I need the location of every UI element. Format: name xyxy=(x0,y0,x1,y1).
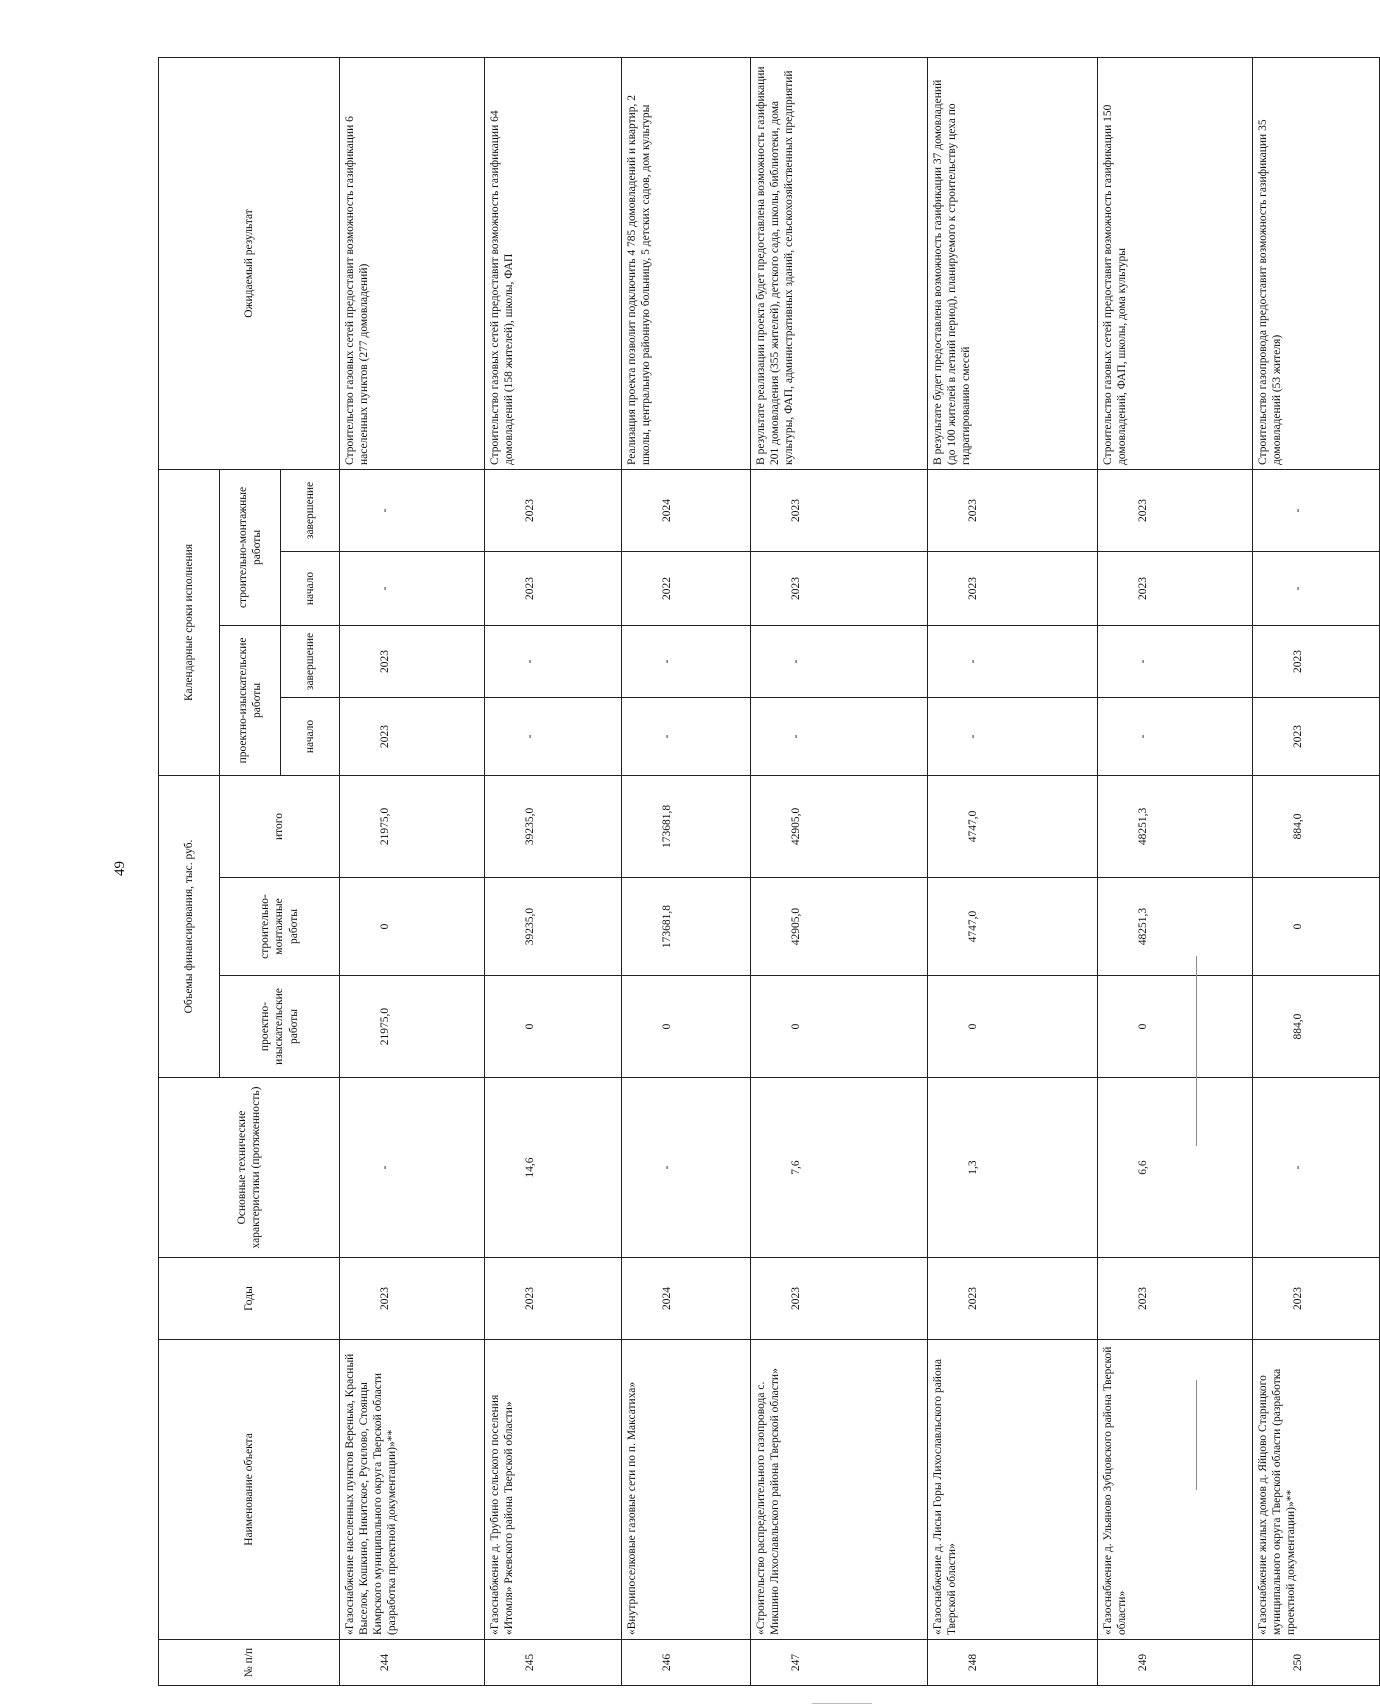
header-name: Наименование объекта xyxy=(159,1340,340,1640)
header-fin-design: проектно-изыскательские работы xyxy=(220,976,340,1078)
header-fin-total: итого xyxy=(220,775,340,877)
header-financing: Объемы финансирования, тыс. руб. xyxy=(159,775,220,1077)
cell-pir-end: 2023 xyxy=(1253,625,1380,697)
cell-fin-construction: 42905,0 xyxy=(751,878,928,976)
cell-smr-end: - xyxy=(1253,469,1380,551)
header-tech: Основные технические характеристики (протяженность) xyxy=(159,1078,340,1258)
cell-fin-design: 0 xyxy=(928,976,1098,1078)
cell-fin-total: 42905,0 xyxy=(751,775,928,877)
table-row xyxy=(485,57,622,1685)
cell-smr-start: - xyxy=(1253,551,1380,625)
cell-name: «Газоснабжение жилых домов д. Яйцово Старицкого муниципального округа Тверской области (разработка проектной документации)»** xyxy=(1253,1340,1380,1640)
cell-fin-design: 884,0 xyxy=(1253,976,1380,1078)
cell-smr-end: 2024 xyxy=(622,469,751,551)
cell-pir-end: - xyxy=(622,625,751,697)
table-row xyxy=(1098,57,1253,1685)
cell-smr-start: 2022 xyxy=(622,551,751,625)
table-row xyxy=(1253,57,1380,1685)
cell-pir-end: 2023 xyxy=(340,625,485,697)
cell-years: 2024 xyxy=(622,1258,751,1340)
table-row xyxy=(622,57,751,1685)
page-number: 49 xyxy=(112,861,128,876)
header-num: № п/п xyxy=(159,1640,340,1686)
cell-num: 249 xyxy=(1098,1640,1253,1686)
cell-fin-total: 173681,8 xyxy=(622,775,751,877)
cell-fin-design: 0 xyxy=(485,976,622,1078)
cell-name: «Внутрипоселковые газовые сети по п. Максатиха» xyxy=(622,1340,751,1640)
cell-fin-total: 48251,3 xyxy=(1098,775,1253,877)
cell-name: «Газоснабжение д. Ульяново Зубцовского района Тверской области» xyxy=(1098,1340,1253,1640)
table-row xyxy=(928,57,1098,1685)
cell-years: 2023 xyxy=(340,1258,485,1340)
cell-fin-total: 884,0 xyxy=(1253,775,1380,877)
cell-fin-total: 21975,0 xyxy=(340,775,485,877)
scan-edge-mark xyxy=(812,1703,872,1704)
cell-num: 245 xyxy=(485,1640,622,1686)
cell-pir-start: - xyxy=(751,697,928,775)
cell-fin-design: 0 xyxy=(751,976,928,1078)
cell-result: Строительство газовых сетей предоставит возможность газификации 6 населенных пунктов (277 домовладений) xyxy=(340,57,485,469)
cell-fin-design: 21975,0 xyxy=(340,976,485,1078)
cell-pir-end: - xyxy=(928,625,1098,697)
cell-fin-construction: 4747,0 xyxy=(928,878,1098,976)
cell-name: «Газоснабжение д. Трубино сельского поселения «Итомля» Ржевского района Тверской области» xyxy=(485,1340,622,1640)
cell-result: В результате реализации проекта будет предоставлена возможность газификации 201 домовладения (355 жителей), детского сада, школы, библиотеки, дома культуры, ФАП, административных зданий, сельскохозяйственных предприятий xyxy=(751,57,928,469)
cell-fin-total: 39235,0 xyxy=(485,775,622,877)
cell-pir-end: - xyxy=(1098,625,1253,697)
cell-smr-start: 2023 xyxy=(1098,551,1253,625)
cell-pir-start: 2023 xyxy=(340,697,485,775)
scan-edge-mark xyxy=(1196,956,1197,1146)
cell-smr-end: 2023 xyxy=(485,469,622,551)
cell-fin-construction: 0 xyxy=(1253,878,1380,976)
cell-smr-start: 2023 xyxy=(485,551,622,625)
cell-tech: - xyxy=(1253,1078,1380,1258)
cell-fin-construction: 48251,3 xyxy=(1098,878,1253,976)
cell-fin-total: 4747,0 xyxy=(928,775,1098,877)
cell-num: 247 xyxy=(751,1640,928,1686)
header-pir-start: начало xyxy=(281,697,340,775)
cell-num: 250 xyxy=(1253,1640,1380,1686)
header-cal-construction: строительно-монтажные работы xyxy=(220,469,281,625)
cell-fin-design: 0 xyxy=(1098,976,1253,1078)
cell-fin-construction: 173681,8 xyxy=(622,878,751,976)
table-row xyxy=(751,57,928,1685)
cell-smr-end: 2023 xyxy=(928,469,1098,551)
cell-result: Строительство газовых сетей предоставит возможность газификации 150 домовладений, ФАП, школы, дома культуры xyxy=(1098,57,1253,469)
cell-tech: - xyxy=(340,1078,485,1258)
scan-edge-mark xyxy=(1196,1380,1197,1490)
cell-smr-start: 2023 xyxy=(751,551,928,625)
cell-smr-end: 2023 xyxy=(1098,469,1253,551)
cell-result: Строительство газовых сетей предоставит возможность газификации 64 домовладений (158 жителей), школы, ФАП xyxy=(485,57,622,469)
cell-pir-start: - xyxy=(1098,697,1253,775)
cell-smr-start: - xyxy=(340,551,485,625)
header-smr-end: завершение xyxy=(281,469,340,551)
cell-years: 2023 xyxy=(1253,1258,1380,1340)
cell-pir-end: - xyxy=(485,625,622,697)
header-years: Годы xyxy=(159,1258,340,1340)
cell-result: В результате будет предоставлена возможность газификации 37 домовладений (до 100 жителей в летний период), планируемого к строительству цеха по гидратированию смесей xyxy=(928,57,1098,469)
cell-smr-end: - xyxy=(340,469,485,551)
cell-years: 2023 xyxy=(751,1258,928,1340)
cell-name: «Строительство распределительного газопровода с. Микшино Лихославльского района Тверской области» xyxy=(751,1340,928,1640)
header-result: Ожидаемый результат xyxy=(159,57,340,469)
cell-tech: - xyxy=(622,1078,751,1258)
cell-pir-start: - xyxy=(622,697,751,775)
cell-num: 248 xyxy=(928,1640,1098,1686)
cell-tech: 6,6 xyxy=(1098,1078,1253,1258)
header-cal-design: проектно-изыскательские работы xyxy=(220,625,281,775)
cell-pir-start: - xyxy=(928,697,1098,775)
cell-tech: 1,3 xyxy=(928,1078,1098,1258)
header-pir-end: завершение xyxy=(281,625,340,697)
header-smr-start: начало xyxy=(281,551,340,625)
cell-fin-construction: 39235,0 xyxy=(485,878,622,976)
cell-smr-start: 2023 xyxy=(928,551,1098,625)
cell-smr-end: 2023 xyxy=(751,469,928,551)
cell-pir-start: 2023 xyxy=(1253,697,1380,775)
table-row xyxy=(340,57,485,1685)
header-calendar: Календарные сроки исполнения xyxy=(159,469,220,775)
cell-name: «Газоснабжение населенных пунктов Веренька, Красный Выселок, Кошкино, Никитское, Русилово, Стоянцы Кимрского муниципального округа Тверской области (разработка проектной документации)»** xyxy=(340,1340,485,1640)
cell-name: «Газоснабжение д. Лисьи Горы Лихославльского района Тверской области» xyxy=(928,1340,1098,1640)
cell-tech: 7,6 xyxy=(751,1078,928,1258)
cell-pir-start: - xyxy=(485,697,622,775)
cell-years: 2023 xyxy=(485,1258,622,1340)
cell-pir-end: - xyxy=(751,625,928,697)
cell-num: 244 xyxy=(340,1640,485,1686)
cell-fin-construction: 0 xyxy=(340,878,485,976)
header-fin-construction: строительно-монтажные работы xyxy=(220,878,340,976)
cell-years: 2023 xyxy=(1098,1258,1253,1340)
cell-num: 246 xyxy=(622,1640,751,1686)
cell-years: 2023 xyxy=(928,1258,1098,1340)
cell-result: Реализация проекта позволит подключить 4 785 домовладений и квартир, 2 школы, центральную районную больницу, 5 детских садов, дом культуры xyxy=(622,57,751,469)
cell-result: Строительство газопровода предоставит возможность газификации 35 домовладений (53 жителя) xyxy=(1253,57,1380,469)
cell-fin-design: 0 xyxy=(622,976,751,1078)
cell-tech: 14,6 xyxy=(485,1078,622,1258)
